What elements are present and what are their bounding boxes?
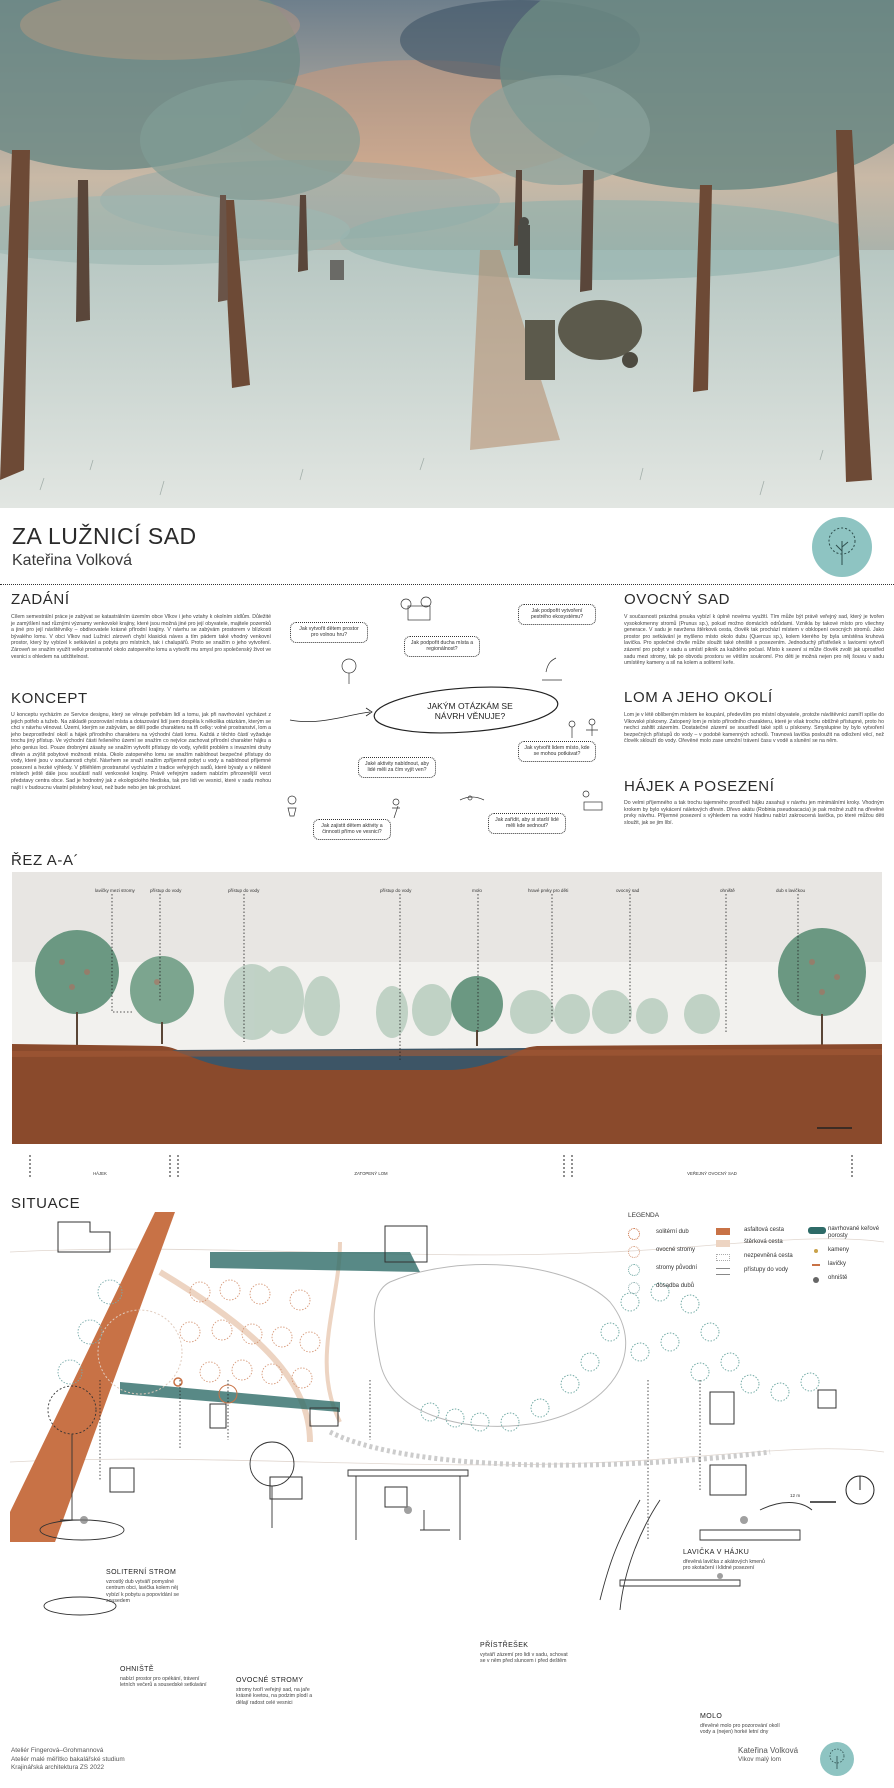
question-card: Jak zařídit, aby si starší lidé měli kde sednout? xyxy=(488,813,566,834)
oak-icon xyxy=(628,1228,640,1240)
legend-item: stromy původní xyxy=(628,1262,724,1280)
annotation-text: stromy tvoří veřejný sad, na jaře krásně kvetou, na podzim plodí a dělají radost celé vesnici xyxy=(236,1687,313,1706)
legend-item: dosadba dubů xyxy=(628,1280,724,1298)
annotation-text: vzrostlý dub vytváří pomyslné centrum obci, lavička kolem něj vybízí k pobytu a popovídání se sousedem xyxy=(106,1579,179,1605)
gravel-icon xyxy=(716,1240,730,1247)
koncept-heading: KONCEPT xyxy=(11,690,88,707)
fruit-tree-icon xyxy=(628,1246,640,1258)
annotation-text: dřevěná lavička z akátových kmenů pro skotačení i klidné posezení xyxy=(683,1559,765,1572)
footer-logo xyxy=(820,1742,854,1776)
section-label: přístup do vody xyxy=(228,888,260,893)
legend-item: ohniště xyxy=(808,1274,890,1288)
section-label: hravé prvky pro děti xyxy=(528,888,569,893)
legend-column-3 xyxy=(808,1226,890,1288)
footer-right xyxy=(738,1747,798,1764)
zone-brackets xyxy=(28,1155,854,1181)
ovocny-sad-text: V současnosti prázdná prsuka vybízí k úplně novému využití. Tím může být právě veřejný sad, který je tvořen vysokokmenny stromů (Prunus sp.), pokud možno domácích odrůdami. Vznikla by takové místo pro všechny generace. V sadu je navržena štěrková cesta, člověk tak prochází místem v obklopení ovocných stromů. Jako prostor pro setkávání je myšleno místo okolo dubu (Quercus sp.), kolem kterého by byla umístěna kruhová lavička. Pro společné chvíle může sloužit také ohniště s posezením. Jednoduchý přístřešek s lavicemi vytvoří zázemí pro pobyt v sadu a umístí piknik za každého počasí. Místo k sezení si může člověk zvolit jak uprostřed sadu mezi stromy, tak po obvodu prostoru ve větším soukromí. Pro děti je možná nejen pro něj šouvu v sadu umístěny kameny a sil na kolem a soliterní keře. xyxy=(624,614,884,667)
scale-label: 12 m xyxy=(790,1493,801,1498)
annotation-title: OVOCNÉ STROMY xyxy=(236,1677,304,1684)
section-label: ohniště xyxy=(720,888,735,893)
annotation-title: SOLITERNÍ STROM xyxy=(106,1569,177,1576)
annotation-text: vytváří zázemí pro lidi v sadu, schovat se v něm před sluncem i před deštěm xyxy=(480,1652,568,1665)
water-access-icon xyxy=(716,1268,730,1275)
logo xyxy=(812,517,872,577)
legend-column-2 xyxy=(716,1226,802,1280)
stone-icon xyxy=(814,1249,818,1253)
lom-text: Lom je v létě oblíbeným místem ke koupání, především pro místní obyvatele, protože návštěvníci zamíří spíše do Vlkovské pískovny. Zatopený lom je místo přírodního charakteru, které je však trochu obtížně přístupné, proto ho nechci zahltit zázemím. Dostatečné zázemí se soustředí také spíš u pískovny. Smyslupine by bylo vytvoření bezpečných přístupů do vody – v podobě kamenných schodů. Travnová lavička posloužit na odložení věcí, než člověk sklouží do vody. Ořevěné molo zase umožní trávení času v vodě a slunění se na něm. xyxy=(624,712,884,745)
hero-illustration xyxy=(0,0,894,508)
annotation-text: dřevěné molo pro pozorování okolí vody a (nejen) horké letní dny xyxy=(700,1723,780,1736)
shrub-icon xyxy=(808,1227,826,1234)
section-label: molo xyxy=(472,888,482,893)
zadani-text: Cílem semestrální práce je zabývat se katastrálním územím obce Vlkov i jeho vztahy k okolním sídlům. Důležité je zamýšlení nad různými významy venkovské krajiny, které jsou možná jiné pro její obyvatele, majitele pozemků a jiné pro její návštěvníky – obdivovatele krásné přírodní krajiny. V návrhu se zabývám prostorem v blízkosti bývalého lomu. V obci Vlkov nad Lužnicí zároveň chybí klasická náves a tím pádem také vhodný venkovní prostor, který by vybízel k setkávání a pobytu pro místních, tak i chalupářů. Proto se snažím o jeho vytvoření. Zároveň se snažím využít velké prostranství okolo zatopeného lomu a vytvořit mu smysl pro společenský život ve vesnici s ohledem na udržitelnost. xyxy=(11,614,271,660)
annotation-title: OHNIŠTĚ xyxy=(120,1666,154,1673)
page-title: ZA LUŽNICÍ SAD xyxy=(12,523,197,549)
annotation-title: PŘÍSTŘEŠEK xyxy=(480,1642,529,1649)
legend-item: přístupy do vody xyxy=(716,1266,802,1280)
section-label: lavičky mezi stromy xyxy=(95,888,135,893)
legend-title: LEGENDA xyxy=(628,1212,660,1219)
tree-logo-icon xyxy=(820,1742,854,1776)
footer-left xyxy=(11,1747,125,1773)
annotation-title: MOLO xyxy=(700,1713,723,1720)
oak-planting-icon xyxy=(628,1282,640,1294)
section-label: přístup do vody xyxy=(380,888,412,893)
hajek-heading: HÁJEK A POSEZENÍ xyxy=(624,778,775,795)
bench-icon xyxy=(812,1264,820,1266)
zone-label: VEŘEJNÝ OVOCNÝ SAD xyxy=(687,1171,737,1176)
section-label: ovocný sad xyxy=(616,888,640,893)
annotation-text: nabízí prostor pro opékání, trávení letních večerů a sousedské setkávání xyxy=(120,1676,207,1689)
hajek-text: Do velmi příjemného a tak trochu tajemného prostředí hájku zasahuji v návrhu jen minimálními kroky. Vhodným krokem by bylo vykácení náletových dřevin. Dřevo akátu (Robinia pseudoacacia) je pak možné zužít na dřevěné prvky návrhu. Příjemné posezení s výhledem na vodní hladinu nabízí zakroucená lavička, po které můžou děti sloužit, jak se jim líbí. xyxy=(624,800,884,826)
ovocny-sad-heading: OVOCNÝ SAD xyxy=(624,591,731,608)
legend-column-1 xyxy=(628,1226,724,1298)
zadani-heading: ZADÁNÍ xyxy=(11,591,70,608)
question-card: Jaké aktivity nabídnout, aby lidé měli za čím vyjít ven? xyxy=(358,757,436,778)
question-card: Jak vytvořit lidem místo, kde se mohou potkávat? xyxy=(518,741,596,762)
question-card: Jak zajistit dětem aktivity a činnosti přímo ve vesnici? xyxy=(313,819,391,840)
tree-logo-icon xyxy=(812,517,872,577)
lom-heading: LOM A JEHO OKOLÍ xyxy=(624,689,773,706)
section-label: přístup do vody xyxy=(150,888,182,893)
site-plan-heading: SITUACE xyxy=(11,1195,81,1212)
zone-label: HÁJEK xyxy=(93,1171,107,1176)
program-name: Krajinářská architektura ZS 2022 xyxy=(11,1764,105,1772)
studio-name: Ateliér Fingerová–Grohmannová xyxy=(11,1747,104,1754)
legend-item: lavičky xyxy=(808,1260,890,1274)
footer-project: Vlkov malý lom xyxy=(738,1755,781,1763)
question-card: Jak vytvořit dětem prostor pro volnou hru? xyxy=(290,622,368,643)
asphalt-icon xyxy=(716,1228,730,1235)
unpaved-icon xyxy=(716,1254,730,1261)
header-divider xyxy=(0,584,894,585)
legend-item: asfaltová cesta xyxy=(716,1226,802,1238)
legend-item: ovocné stromy xyxy=(628,1244,724,1262)
section-heading: ŘEZ A-A´ xyxy=(11,852,80,869)
legend-item: navrhované keřové porosty xyxy=(808,1226,890,1246)
legend-item: solitérní dub xyxy=(628,1226,724,1244)
legend-item: štěrková cesta xyxy=(716,1238,802,1252)
question-card: Jak podpořit vytvoření pestrého ekosystému? xyxy=(518,604,596,625)
legend-item: kameny xyxy=(808,1246,890,1260)
original-tree-icon xyxy=(628,1264,640,1276)
legend-item: nezpevněná cesta xyxy=(716,1252,802,1266)
footer-author: Kateřina Volková xyxy=(738,1746,799,1755)
section-label: dub s lavičkou xyxy=(776,888,806,893)
section-drawing xyxy=(12,872,882,1144)
question-card: Jak podpořit ducha místa a regionálnost? xyxy=(404,636,480,657)
annotation-title: LAVIČKA V HÁJKU xyxy=(683,1549,750,1556)
koncept-text: U konceptu vycházím ze Service designu, který se věnuje potřebám lidí a tomu, jak při navrhování vycházet z jejich potřeb a tužeb. Na základě pozorování místa a dotazování lidí jsem dospěla k několika otázkám, kterým se chci v návrhu věnovat. Území, kterým se zabývám, se dělí podle charakteru na tři celky: volné prostranství, lom a jeho bezprostřední okolí a hájek přírodního charakteru na východní části lomu. Každá z těchto částí vyžaduje trochu jiný přístup. Ve východní části řešeného území se snažím co nejvíce zachovat přírodní charakter hájku a jeho genius loci. Pouze drobnými zásahy se snažím vytvořit přístupy do vody, vyřešit problém s invazními druhy dřevin a zvýšit pobytové možnosti místa. Okolo zatopeného lomu se snažím nabídnout bezpečné přístupy do vody, které jsou v současnosti chybí. Návrhem se snaží snažím zpříjemnit pobyt u vody a nabídnout příjemné posezení a hezké výhledy. V přiléhlém prostranství vycházím z tradice veřejných sadů, které bývaly a v některé místech ještě dále jsou součástí naší venkovské krajiny. Právě veřejným sadem nabízím přirozenější verzi představy centra obce. Sad je hodnotný jak z ekologického hlediska, tak pro lidi ve vesnici, které v sadu mohou najít i v budoucnu vlastní pěstebný kout, než bude nebo jen tak procházet. xyxy=(11,712,271,791)
firepit-icon xyxy=(813,1277,819,1283)
zone-label: ZATOPENÝ LOM xyxy=(354,1171,388,1176)
central-question: JAKÝM OTÁZKÁM SE NÁVRH VĚNUJE? xyxy=(427,701,513,721)
author-name: Kateřina Volková xyxy=(12,552,133,569)
course-name: Ateliér malé měřítko bakalářské studium xyxy=(11,1755,125,1763)
